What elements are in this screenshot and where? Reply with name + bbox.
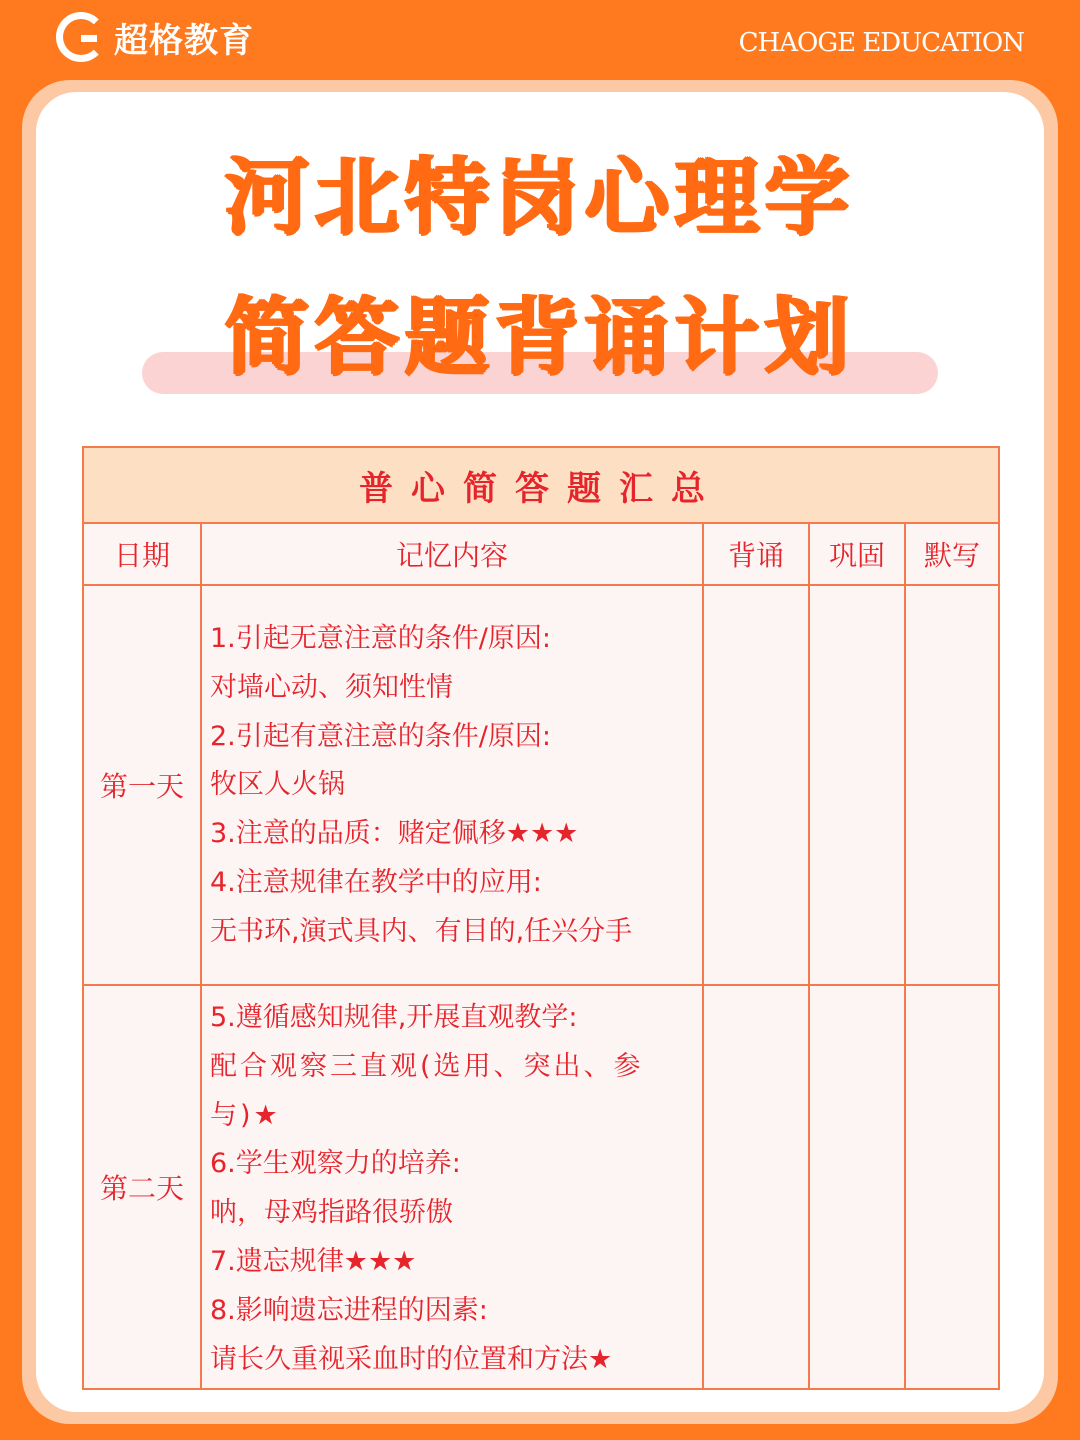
brand-logo	[56, 12, 254, 62]
brand-logo-icon	[56, 12, 106, 62]
table-row	[83, 585, 999, 985]
page-title-line-1: 河北特岗心理学	[224, 148, 855, 246]
header-dictation: 默写	[905, 523, 999, 585]
content-line: 对墙心动、须知性情	[210, 671, 453, 703]
content-line: 8.影响遗忘进程的因素:	[210, 1294, 488, 1326]
header-date: 日期	[83, 523, 201, 585]
content-line: 配合观察三直观(选用、突出、参与)★	[210, 1050, 644, 1131]
header-consolidate: 巩固	[809, 523, 905, 585]
brand-name: 超格教育	[114, 20, 254, 61]
day-label: 第一天	[83, 585, 201, 985]
content-line: 呐，母鸡指路很骄傲	[210, 1197, 453, 1229]
content-line: 1.引起无意注意的条件/原因:	[210, 623, 551, 654]
content-line: 3.注意的品质：赌定佩移★★★	[210, 818, 579, 850]
content-line: 请长久重视采血时的位置和方法★	[210, 1343, 613, 1375]
recite-check-cell	[703, 985, 809, 1389]
content-line: 2.引起有意注意的条件/原因:	[210, 720, 551, 752]
brand-english-name: CHAOGE EDUCATION	[738, 28, 1024, 58]
day-label: 第二天	[83, 985, 201, 1389]
header-recite: 背诵	[703, 523, 809, 585]
content-line: 5.遵循感知规律,开展直观教学:	[210, 1002, 578, 1033]
content-line: 无书环,演式具内、有目的,任兴分手	[210, 915, 633, 947]
consolidate-check-cell	[809, 985, 905, 1389]
header-content: 记忆内容	[201, 523, 703, 585]
recite-check-cell	[703, 585, 809, 985]
memory-content-cell	[201, 985, 703, 1389]
table-title: 普心简答题汇总	[83, 447, 999, 523]
recitation-plan-table	[82, 446, 1000, 1390]
content-line: 4.注意规律在教学中的应用:	[210, 866, 542, 898]
content-line: 6.学生观察力的培养:	[210, 1148, 461, 1180]
content-line: 牧区人火锅	[210, 769, 345, 801]
content-line: 7.遗忘规律★★★	[210, 1245, 417, 1277]
dictation-check-cell	[905, 585, 999, 985]
consolidate-check-cell	[809, 585, 905, 985]
dictation-check-cell	[905, 985, 999, 1389]
page-title-line-2: 简答题背诵计划	[224, 288, 855, 386]
header-bar	[0, 0, 1080, 80]
table-row	[83, 985, 999, 1389]
memory-content-cell	[201, 585, 703, 985]
